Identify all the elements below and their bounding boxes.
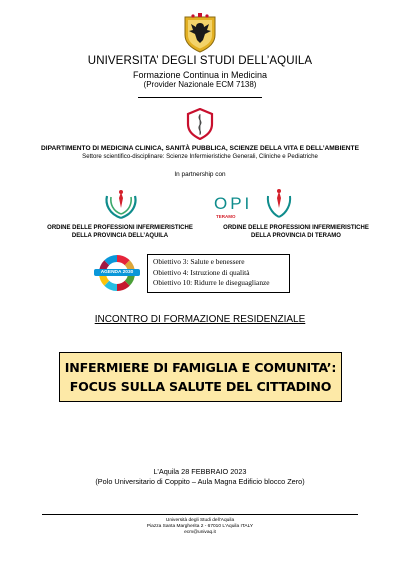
meeting-type-text: INCONTRO DI FORMAZIONE RESIDENZIALE (94, 314, 306, 325)
partner-teramo-line1: ORDINE DELLE PROFESSIONI INFERMIERISTICHE (223, 225, 369, 231)
opi-logo-sub: TERAMO (216, 214, 236, 219)
event-title-box (59, 352, 342, 402)
partnership-label: In partnership con (174, 171, 226, 178)
partner-teramo-name (196, 225, 396, 241)
opi-logo-text: OPI (214, 194, 253, 213)
objective-item: Obiettivo 10: Ridurre le diseguaglianze (153, 278, 270, 288)
event-title-line1: INFERMIERE DI FAMIGLIA E COMUNITA’: (64, 360, 337, 375)
department-sector: Settore scientifico-disciplinare: Scienze Infermieristiche Generali, Cliniche e Pediatriche (82, 153, 318, 160)
opi-teramo-logo (214, 188, 294, 222)
agenda-2030-logo (91, 254, 143, 292)
footer-divider (42, 514, 358, 515)
agenda-2030-label: AGENDA 2030 (94, 269, 140, 276)
partner-aquila-line1: ORDINE DELLE PROFESSIONI INFERMIERISTICHE (47, 225, 193, 231)
objective-item: Obiettivo 4: Istruzione di qualità (153, 267, 250, 277)
partner-teramo-line2: DELLA PROVINCIA DI TERAMO (251, 232, 341, 239)
partner-aquila-line2: DELLA PROVINCIA DELL’AQUILA (71, 232, 169, 239)
event-title-line2: FOCUS SULLA SALUTE DEL CITTADINO (69, 379, 332, 394)
header-divider (138, 97, 262, 98)
footer-university: Università degli Studi dell’Aquila (165, 518, 235, 523)
department-name: DIPARTIMENTO DI MEDICINA CLINICA, SANITÀ PUBBLICA, SCIENZE DELLA VITA E DELL’AMBIENTE (41, 145, 359, 152)
partner-aquila-name (30, 225, 210, 241)
university-crest-icon (183, 13, 217, 53)
event-date: L’Aquila 28 FEBBRAIO 2023 (153, 467, 247, 476)
meeting-type (0, 314, 400, 325)
university-name: UNIVERSITA’ DEGLI STUDI DELL’AQUILA (87, 55, 313, 67)
university-provider: (Provider Nazionale ECM 7138) (143, 80, 257, 89)
objectives-box (147, 254, 290, 293)
footer-address: Piazza Santa Margherita 2 - 67010 L’Aquila ITALY (146, 524, 254, 529)
opi-teramo-emblem-icon (264, 188, 294, 222)
opi-aquila-logo-icon (101, 188, 141, 222)
event-venue: (Polo Universitario di Coppito – Aula Magna Edificio blocco Zero) (95, 477, 305, 486)
objective-item: Obiettivo 3: Salute e benessere (153, 257, 245, 266)
footer-email[interactable]: ecm@univaq.it (184, 530, 216, 535)
department-shield-icon (186, 108, 214, 140)
university-subtitle: Formazione Continua in Medicina (132, 70, 268, 80)
